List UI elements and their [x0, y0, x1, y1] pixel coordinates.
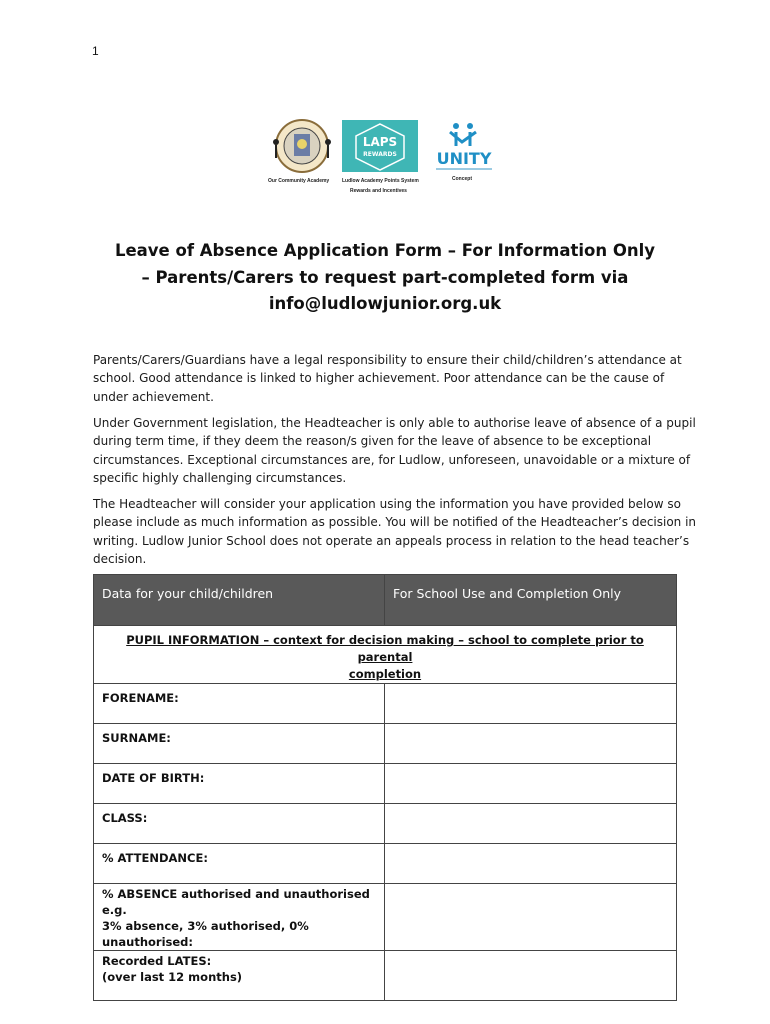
laps-logo-subtext: REWARDS: [363, 151, 397, 158]
table-header-row: [94, 575, 677, 626]
title-line-2: – Parents/Carers to request part-completed form via: [141, 267, 629, 287]
paragraph-line: specific highly challenging circumstances.: [93, 470, 347, 485]
unity-caption: Concept: [452, 176, 472, 182]
date-of-birth-label: DATE OF BIRTH:: [94, 764, 385, 804]
page-title: [80, 238, 690, 318]
paragraph-line: during term time, if they deem the reason/s given for the leave of absence to be exceptional: [93, 434, 652, 449]
attendance-label: % ATTENDANCE:: [94, 844, 385, 884]
paragraph-line: under achievement.: [93, 389, 214, 404]
table-row: [94, 804, 677, 844]
absence-field[interactable]: [385, 884, 677, 951]
attendance-field[interactable]: [385, 844, 677, 884]
class-field[interactable]: [385, 804, 677, 844]
unity-logo: [424, 120, 504, 176]
subheading-row: [94, 626, 677, 684]
forename-field[interactable]: [385, 684, 677, 724]
lates-field[interactable]: [385, 951, 677, 1001]
paragraph-line: circumstances. Exceptional circumstances are, for Ludlow, unforeseen, unavoidable or a mixture of: [93, 452, 691, 467]
community-caption: Our Community Academy: [268, 178, 330, 184]
date-of-birth-field[interactable]: [385, 764, 677, 804]
forename-label: FORENAME:: [94, 684, 385, 724]
laps-logo-text: LAPS: [362, 135, 398, 149]
absence-label: % ABSENCE authorised and unauthorised e.g. 3% absence, 3% authorised, 0% unauthorised:: [94, 884, 385, 951]
surname-field[interactable]: [385, 724, 677, 764]
paragraph-line: school. Good attendance is linked to higher achievement. Poor attendance can be the cause of: [93, 371, 665, 386]
pupil-information-table: [93, 574, 677, 1001]
table-row: [94, 724, 677, 764]
table-row: [94, 684, 677, 724]
intro-paragraph: [93, 351, 683, 406]
laps-logo: [342, 120, 418, 172]
unity-logo-text: UNITY: [436, 149, 492, 168]
pupil-information-subheading: [94, 626, 677, 684]
paragraph-line: The Headteacher will consider your application using the information you have provided below so: [93, 497, 681, 511]
legislation-paragraph: [93, 414, 696, 487]
paragraph-line: writing. Ludlow Junior School does not operate an appeals process in relation to the head teacher’s: [93, 533, 690, 548]
paragraph-line: Under Government legislation, the Headteacher is only able to authorise leave of absence of a pupil: [93, 416, 696, 430]
logo-strip: [266, 118, 506, 198]
title-line-1: Leave of Absence Application Form – For Information Only: [114, 241, 656, 260]
decision-paragraph: [93, 495, 697, 568]
lates-label: Recorded LATES: (over last 12 months): [94, 951, 385, 1001]
header-child-data: Data for your child/children: [94, 575, 385, 626]
community-academy-logo: [268, 118, 336, 174]
paragraph-line: please include as much information as possible. You will be notified of the Headteacher’s decision in: [93, 515, 697, 530]
subheading-line: PUPIL INFORMATION – context for decision making – school to complete prior to parental: [126, 633, 644, 664]
table-row: [94, 951, 677, 1001]
title-line-3: info@ludlowjunior.org.uk: [268, 294, 502, 313]
table-row: [94, 884, 677, 951]
table-row: [94, 764, 677, 804]
class-label: CLASS:: [94, 804, 385, 844]
surname-label: SURNAME:: [94, 724, 385, 764]
page-number: 1: [92, 44, 99, 58]
subheading-line: completion: [348, 667, 422, 681]
laps-caption: Ludlow Academy Points System: [342, 178, 419, 184]
table-row: [94, 844, 677, 884]
laps-caption-2: Rewards and Incentives: [350, 188, 407, 194]
header-school-use: For School Use and Completion Only: [385, 575, 677, 626]
paragraph-line: decision.: [93, 551, 147, 566]
paragraph-line: Parents/Carers/Guardians have a legal responsibility to ensure their child/children’s attendance at: [93, 353, 682, 367]
